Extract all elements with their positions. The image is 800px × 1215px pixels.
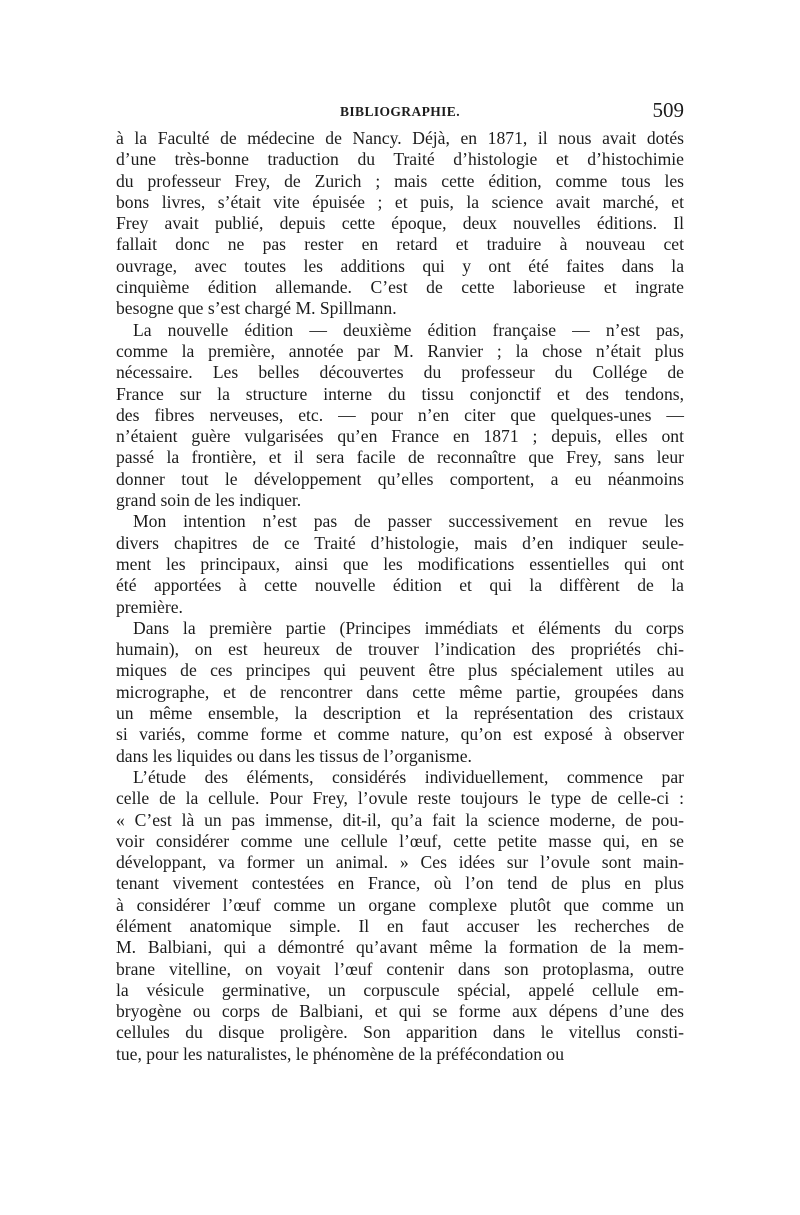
page-number: 509 (652, 98, 684, 122)
text-line: à considérer l’œuf comme un organe complexe plutôt que comme un (116, 894, 684, 915)
paragraph (116, 618, 684, 767)
text-line: des fibres nerveuses, etc. — pour n’en citer que quelques-unes — (116, 404, 684, 425)
text-line: bryogène ou corps de Balbiani, et qui se forme aux dépens d’une des (116, 1001, 684, 1022)
text-line: brane vitelline, on voyait l’œuf contenir dans son protoplasma, outre (116, 958, 684, 979)
text-line: cellules du disque proligère. Son apparition dans le vitellus consti- (116, 1022, 684, 1043)
text-line: M. Balbiani, qui a démontré qu’avant même la formation de la mem- (116, 937, 684, 958)
text-line: tenant vivement contestées en France, où l’on tend de plus en plus (116, 873, 684, 894)
text-line: grand soin de les indiquer. (116, 490, 302, 511)
text-line: fallait donc ne pas rester en retard et traduire à nouveau cet (116, 234, 684, 255)
text-line: passé la frontière, et il sera facile de reconnaître que Frey, sans leur (116, 447, 684, 468)
text-line: du professeur Frey, de Zurich ; mais cette édition, comme tous les (116, 170, 684, 191)
text-line: première. (116, 596, 183, 617)
text-line: voir considérer comme une cellule l’œuf, cette petite masse qui, en se (116, 830, 684, 851)
text-line: n’étaient guère vulgarisées qu’en France en 1871 ; depuis, elles ont (116, 426, 684, 447)
text-line: donner tout le développement qu’elles comportent, a eu néanmoins (116, 468, 684, 489)
text-line: Frey avait publié, depuis cette époque, deux nouvelles éditions. Il (116, 213, 684, 234)
text-line: été apportées à cette nouvelle édition et qui la diffèrent de la (116, 575, 684, 596)
paragraph (116, 320, 684, 512)
text-line: ouvrage, avec toutes les additions qui y ont été faites dans la (116, 255, 684, 276)
text-line: un même ensemble, la description et la représentation des cristaux (116, 703, 684, 724)
text-line: tue, pour les naturalistes, le phénomène de la préfécondation ou (116, 1043, 564, 1064)
text-line: micrographe, et de rencontrer dans cette même partie, groupées dans (116, 681, 684, 702)
text-line: à la Faculté de médecine de Nancy. Déjà, en 1871, il nous avait dotés (116, 128, 684, 148)
text-line: bons livres, s’était vite épuisée ; et puis, la science avait marché, et (116, 191, 684, 212)
text-line: France sur la structure interne du tissu conjonctif et des tendons, (116, 383, 684, 404)
text-line: élément anatomique simple. Il en faut accuser les recherches de (116, 915, 684, 936)
text-line: cinquième édition allemande. C’est de cette laborieuse et ingrate (116, 277, 684, 298)
running-title: BIBLIOGRAPHIE. (339, 104, 460, 119)
text-line: Dans la première partie (Principes immédiats et éléments du corps (133, 617, 684, 638)
text-line: celle de la cellule. Pour Frey, l’ovule reste toujours le type de celle-ci : (116, 788, 684, 809)
text-line: d’une très-bonne traduction du Traité d’histologie et d’histochimie (116, 149, 684, 170)
text-line: si variés, comme forme et comme nature, qu’on est exposé à observer (116, 724, 684, 745)
paragraph (116, 128, 684, 320)
text-line: La nouvelle édition — deuxième édition française — n’est pas, (133, 319, 684, 340)
text-line: besogne que s’est chargé M. Spillmann. (116, 298, 397, 319)
text-line: miques de ces principes qui peuvent être plus spécialement utiles au (116, 660, 684, 681)
text-line: L’étude des éléments, considérés individuellement, commence par (133, 766, 684, 787)
paragraph (116, 511, 684, 617)
document-page (116, 98, 684, 1065)
text-line: Mon intention n’est pas de passer successivement en revue les (133, 511, 684, 532)
text-line: la vésicule germinative, un corpuscule spécial, appelé cellule em- (116, 979, 684, 1000)
running-head (116, 98, 684, 128)
text-line: « C’est là un pas immense, dit-il, qu’a fait la science moderne, de pou- (116, 809, 684, 830)
paragraph (116, 767, 684, 1065)
text-line: divers chapitres de ce Traité d’histologie, mais d’en indiquer seule- (116, 532, 684, 553)
text-line: développant, va former un animal. » Ces idées sur l’ovule sont main- (116, 852, 684, 873)
text-line: comme la première, annotée par M. Ranvier ; la chose n’était plus (116, 340, 684, 361)
body-text (116, 128, 684, 1065)
text-line: humain), on est heureux de trouver l’indication des propriétés chi- (116, 639, 684, 660)
text-line: ment les principaux, ainsi que les modifications essentielles qui ont (116, 553, 684, 574)
text-line: dans les liquides ou dans les tissus de l’organisme. (116, 745, 472, 766)
text-line: nécessaire. Les belles découvertes du professeur du Collége de (116, 362, 684, 383)
